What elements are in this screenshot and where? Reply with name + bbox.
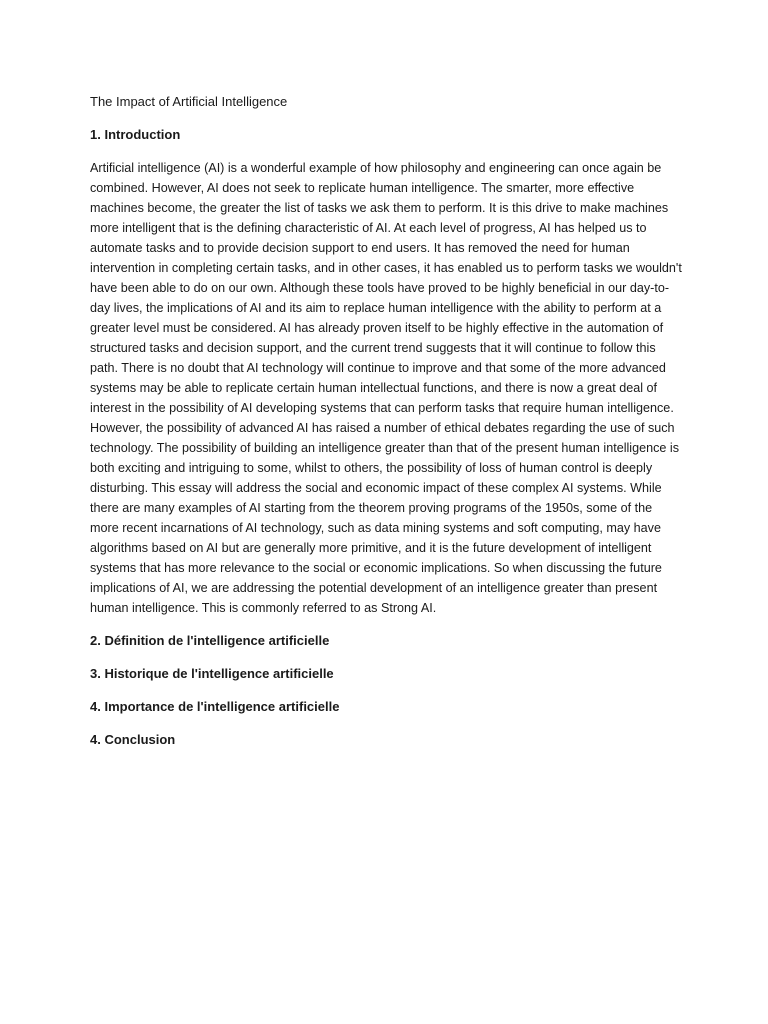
section-heading-history: 3. Historique de l'intelligence artificielle [90, 666, 334, 681]
section-heading-conclusion: 4. Conclusion [90, 732, 176, 747]
document-title: The Impact of Artificial Intelligence [90, 94, 288, 109]
section-heading-definition: 2. Définition de l'intelligence artificielle [90, 633, 330, 648]
section-heading-importance: 4. Importance de l'intelligence artificielle [90, 699, 340, 714]
section-heading-introduction: 1. Introduction [90, 127, 181, 142]
document-content [90, 92, 682, 750]
introduction-paragraph: Artificial intelligence (AI) is a wonderful example of how philosophy and engineering can once again be combined. However, AI does not seek to replicate human intelligence. The smarter, more effective machines become, the greater the list of tasks we ask them to perform. It is this drive to make machines more intelligent that is the defining characteristic of AI. At each level of progress, AI has helped us to automate tasks and to provide decision support to end users. It has removed the need for human intervention in completing certain tasks, and in other cases, it has enabled us to perform tasks we wouldn't have been able to do on our own. Although these tools have proved to be highly beneficial in our day-to-day lives, the implications of AI and its aim to replace human intelligence with the ability to perform at a greater level must be considered. AI has already proven itself to be highly effective in the automation of structured tasks and decision support, and the current trend suggests that it will continue to follow this path. There is no doubt that AI technology will continue to improve and that some of the more advanced systems may be able to replicate certain human intellectual functions, and there is now a great deal of interest in the possibility of AI developing systems that can perform tasks that require human intelligence. However, the possibility of advanced AI has raised a number of ethical debates regarding the use of such technology. The possibility of building an intelligence greater than that of the present human intelligence is both exciting and intriguing to some, whilst to others, the possibility of loss of human control is deeply disturbing. This essay will address the social and economic impact of these complex AI systems. While there are many examples of AI starting from the theorem proving programs of the 1950s, some of the more recent incarnations of AI technology, such as data mining systems and soft computing, may have algorithms based on AI but are generally more primitive, and it is the future development of intelligent systems that has more relevance to the social or economic implications. So when discussing the future implications of AI, we are addressing the potential development of an intelligence greater than present human intelligence. This is commonly referred to as Strong AI. [90, 161, 682, 615]
